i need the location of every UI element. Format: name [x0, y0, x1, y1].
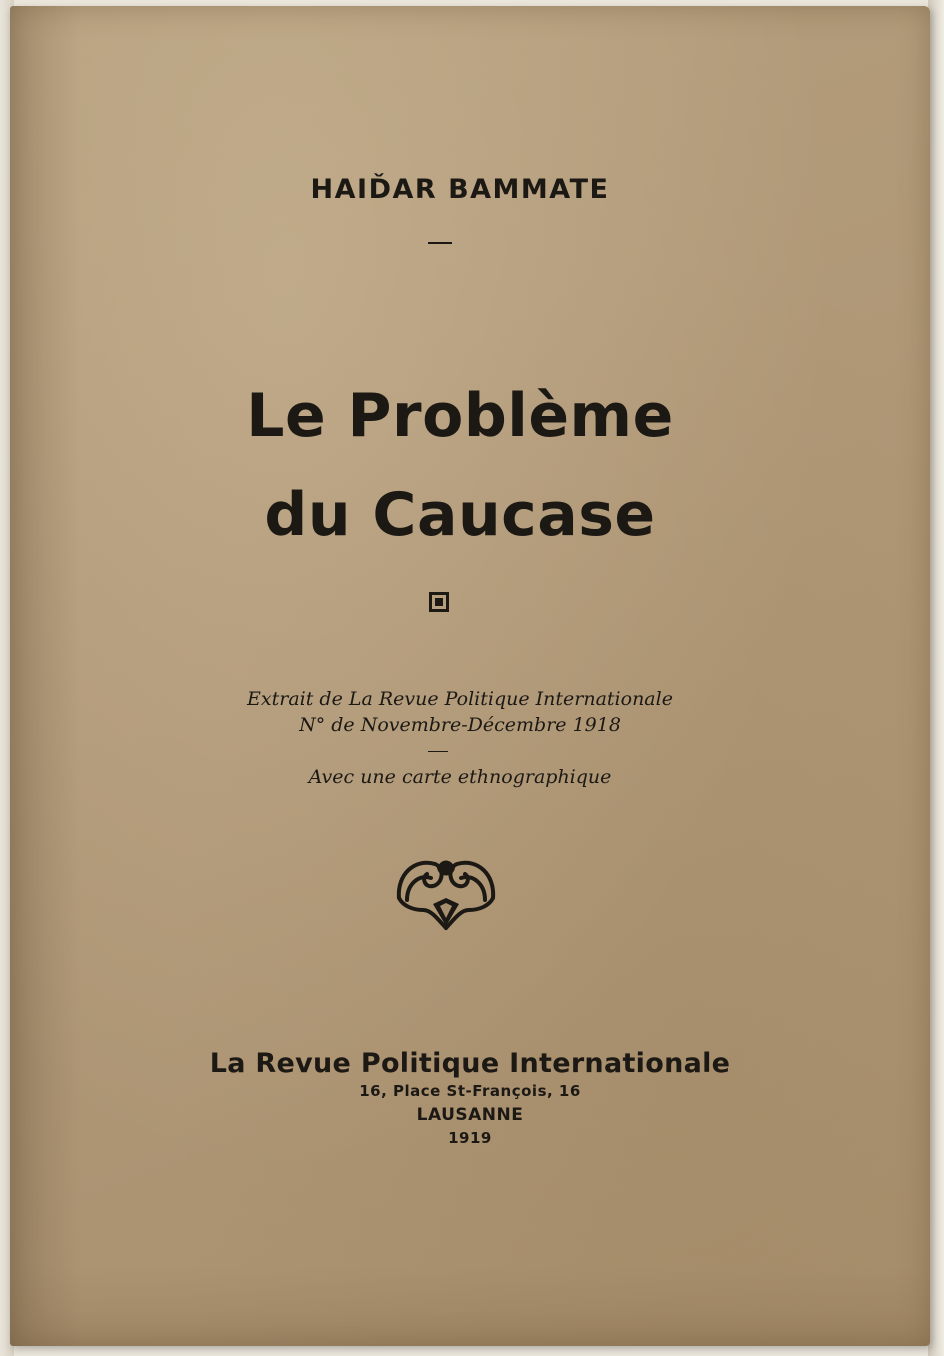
- book-cover: [10, 6, 930, 1346]
- publication-year: 1919: [448, 1129, 492, 1147]
- title-line-1: Le Problème: [246, 381, 674, 451]
- author-divider: [428, 242, 452, 244]
- extract-divider: [428, 751, 448, 752]
- bottom-stain: [10, 1266, 930, 1346]
- publisher-address: 16, Place St-François, 16: [359, 1082, 581, 1100]
- square-ornament-icon: [429, 592, 449, 612]
- publisher-city: LAUSANNE: [416, 1105, 524, 1125]
- author-name: HAIĎAR BAMMATE: [310, 174, 610, 205]
- extract-line-2: N° de Novembre-Décembre 1918: [299, 714, 621, 736]
- ornamental-swirl-icon: [393, 848, 499, 932]
- extract-line-3: Avec une carte ethnographique: [308, 766, 612, 788]
- publisher-name: La Revue Politique Internationale: [209, 1048, 731, 1079]
- title-line-2: du Caucase: [264, 480, 656, 550]
- background-wall-right: [928, 0, 944, 1356]
- extract-line-1: Extrait de La Revue Politique Internationale: [247, 688, 673, 710]
